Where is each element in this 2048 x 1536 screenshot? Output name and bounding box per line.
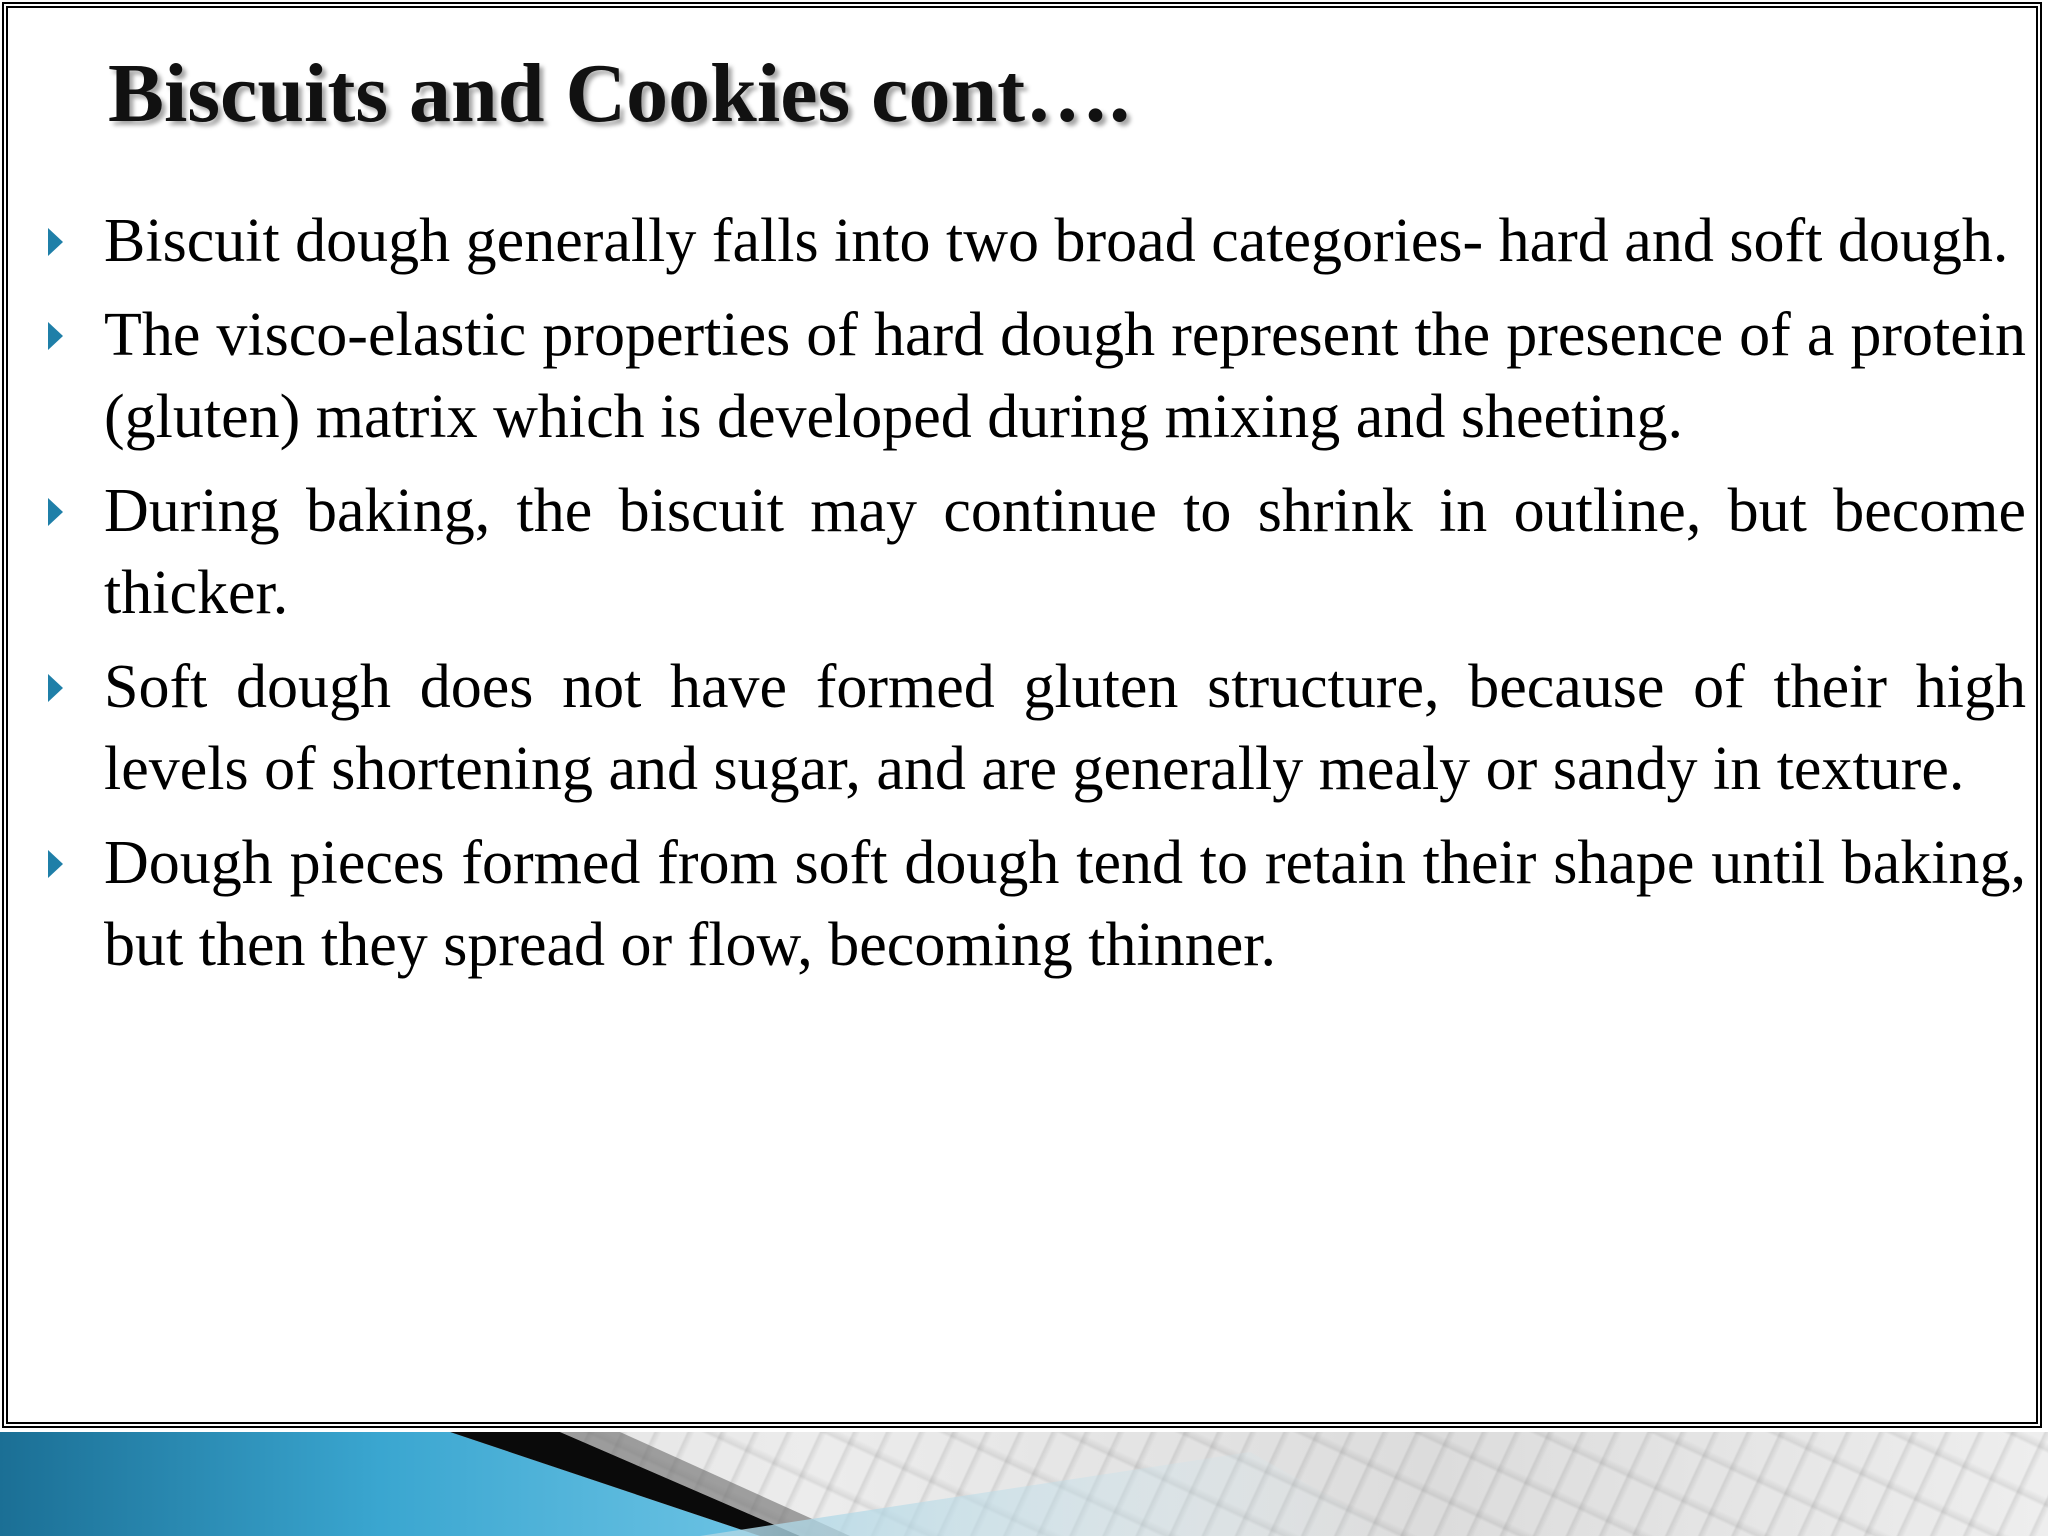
bullet-text: During baking, the biscuit may continue to shrink in outline, but become thicker. [104,477,2026,627]
bullet-item [104,470,2026,634]
triangle-bullet-icon [48,850,63,878]
bullet-text: Biscuit dough generally falls into two broad categories- hard and soft dough. [104,207,2009,275]
footer-swoosh-graphic [0,1432,2048,1536]
triangle-bullet-icon [48,498,63,526]
bullet-item [104,822,2026,986]
triangle-bullet-icon [48,322,63,350]
bullet-item [104,294,2026,458]
slide-title: Biscuits and Cookies cont…. [108,47,1131,140]
triangle-bullet-icon [48,674,63,702]
bullet-text: Dough pieces formed from soft dough tend to retain their shape until baking, but then they spread or flow, becoming thinner. [104,829,2026,979]
decorative-footer-band [0,1432,2048,1536]
bullet-item [104,200,2026,282]
triangle-bullet-icon [48,228,63,256]
bullet-text: The visco-elastic properties of hard dough represent the presence of a protein (gluten) matrix which is developed during mixing and sheeting. [104,301,2026,451]
bullet-item [104,646,2026,810]
bullet-text: Soft dough does not have formed gluten structure, because of their high levels of shortening and sugar, and are generally mealy or sandy in texture. [104,653,2026,803]
bullet-list [104,200,2026,998]
